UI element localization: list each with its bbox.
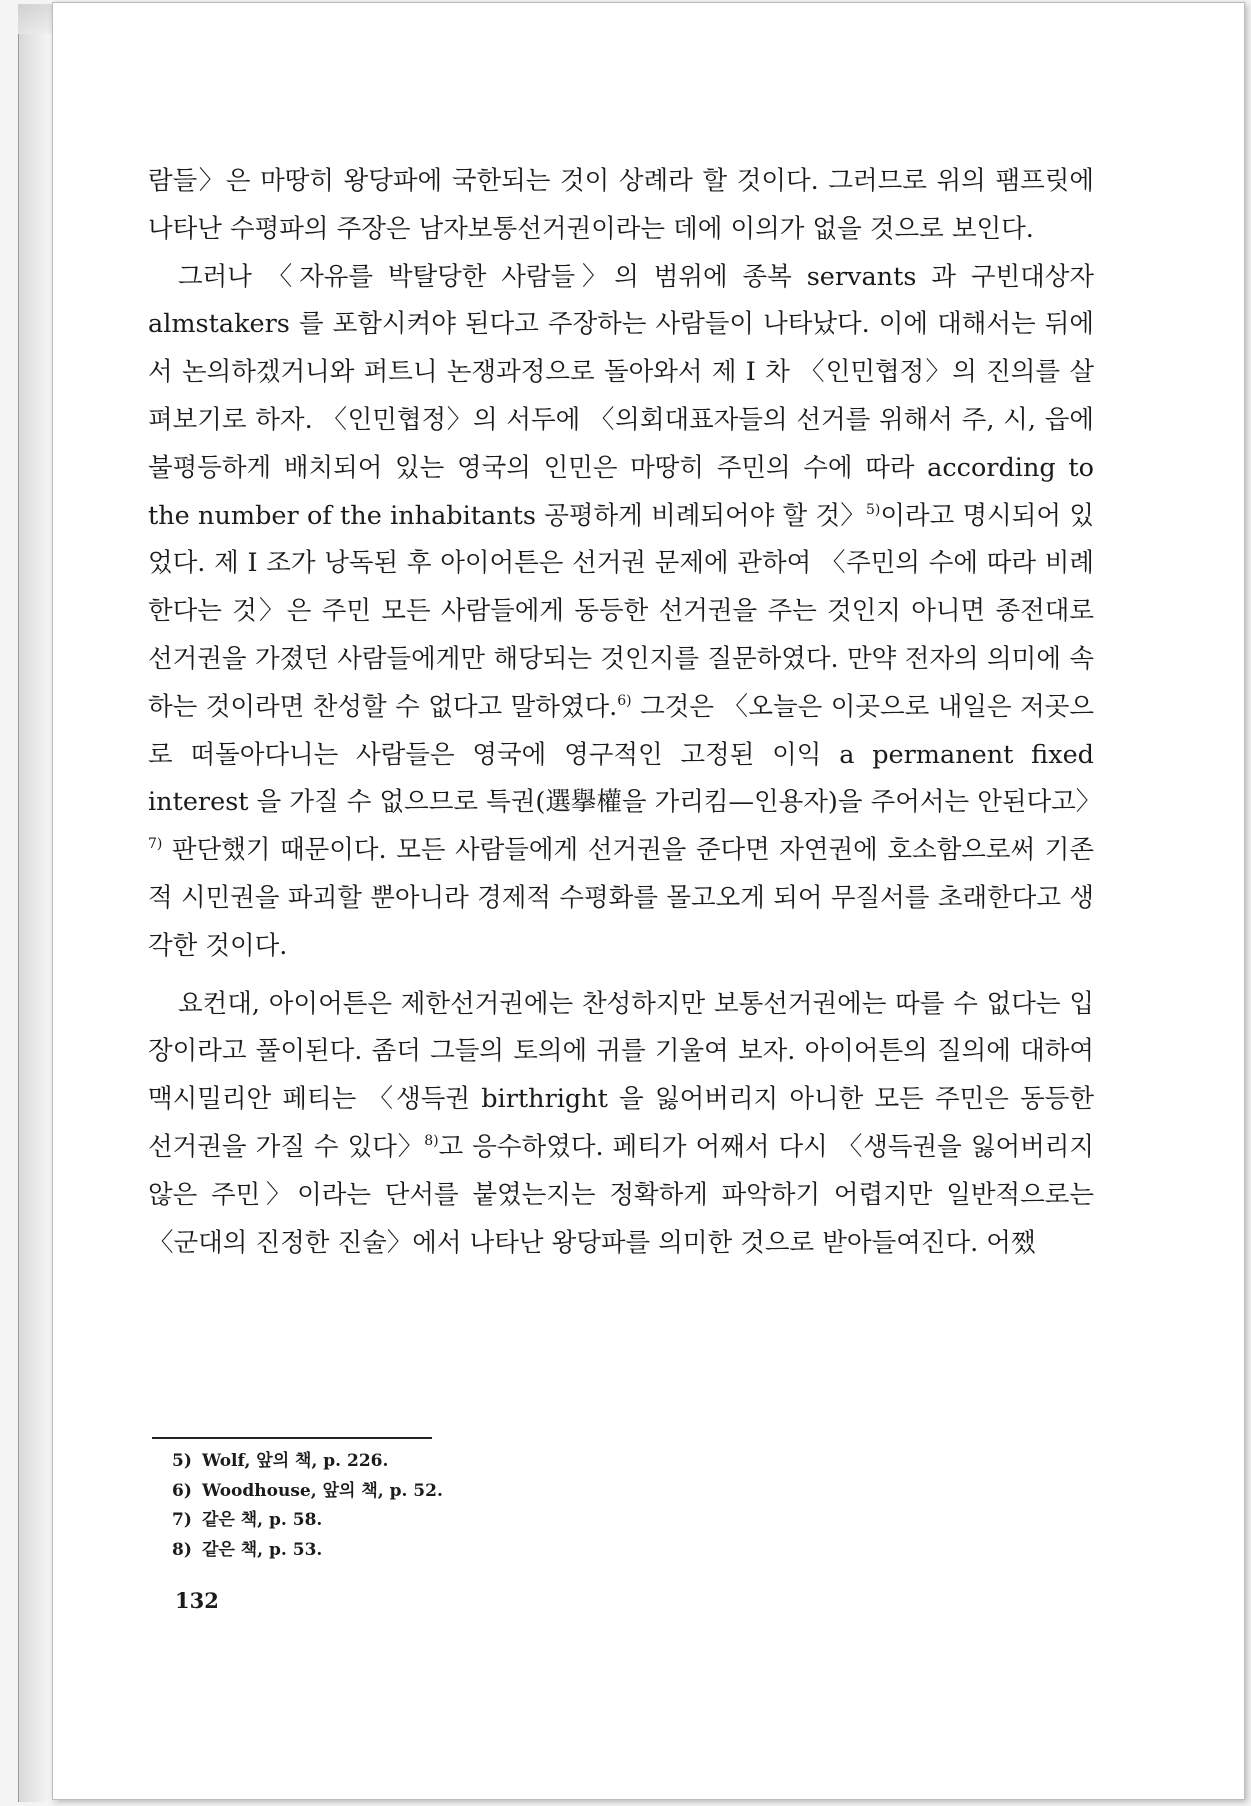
footnote-text: 같은 책, p. 53. (202, 1539, 323, 1560)
footnote-item (172, 1536, 772, 1566)
paragraph-text: 이라고 명시되어 있었다. 제 I 조가 낭독된 후 아이어튼은 선거권 문제에 관하여 〈주민의 수에 따라 비례한다는 것〉은 주민 모든 사람들에게 동등한 선거권을 주는 것인지 아니면 종전대로 선거권을 가졌던 사람들에게만 해당되는 것인지를 질문하였다. 만약 전자의 의미에 속하는 것이라면 찬성할 수 없다고 말하였다. (148, 500, 1094, 722)
footnote-number: 6) (172, 1480, 192, 1501)
paragraph-text: 그러나 〈자유를 박탈당한 사람들〉의 범위에 종복 servants 과 구빈대상자 almstakers 를 포함시켜야 된다고 주장하는 사람들이 나타났다. 이에 대해서는 뒤에서 논의하겠거니와 퍼트니 논쟁과정으로 돌아와서 제 I 차 〈인민협정〉의 진의를 살펴보기로 하자. 〈인민협정〉의 서두에 〈의회대표자들의 선거를 위해서 주, 시, 읍에 불평등하게 배치되어 있는 영국의 인민은 마땅히 주민의 수에 따라 according to the number of the inhabitants 공평하게 비례되어야 할 것〉 (148, 261, 1094, 531)
footnote-reference: 8) (424, 1132, 439, 1149)
paragraph (148, 254, 1102, 971)
footnote-reference: 6) (617, 692, 632, 709)
footnote-number: 5) (172, 1451, 192, 1471)
footnote-reference: 5) (865, 501, 881, 518)
paragraph-text: 그것은 〈오늘은 이곳으로 내일은 저곳으로 떠돌아다니는 사람들은 영국에 영구적인 고정된 이익 a permanent fixed interest 을 가질 수 없으므로 특권(選擧權을 가리킴—인용자)을 주어서는 안된다고〉 (148, 691, 1102, 818)
footnotes (172, 1447, 772, 1565)
body-text (148, 158, 1102, 1267)
paragraph-text: 요컨대, 아이어튼은 제한선거권에는 찬성하지만 보통선거권에는 따를 수 없다는 입장이라고 풀이된다. 좀더 그들의 토의에 귀를 기울여 보자. 아이어튼의 질의에 대하여 맥시밀리안 페티는 〈생득권 birthright 을 잃어버리지 아니한 모든 주민은 동등한 선거권을 가질 수 있다〉 (148, 988, 1094, 1162)
footnote-number: 7) (172, 1510, 192, 1530)
paragraph-text: 람들〉은 마땅히 왕당파에 국한되는 것이 상례라 할 것이다. 그러므로 위의 팸프릿에 나타난 수평파의 주장은 남자보통선거권이라는 데에 이의가 없을 것으로 보인다. (148, 166, 1094, 244)
paragraph (148, 981, 1094, 1268)
footnote-item (172, 1477, 772, 1507)
paragraph-text: 고 응수하였다. 페티가 어째서 다시 〈생득권을 잃어버리지 않은 주민〉이라는 단서를 붙였는지는 정확하게 파악하기 어렵지만 일반적으로는 〈군대의 진정한 진술〉에서 나타난 왕당파를 의미한 것으로 받아들여진다. 어쨌 (148, 1131, 1094, 1258)
footnote-item (172, 1447, 772, 1477)
footnote-text: 같은 책, p. 58. (202, 1510, 323, 1530)
footnote-text: Wolf, 앞의 책, p. 226. (202, 1451, 389, 1471)
page-number: 132 (175, 1588, 219, 1613)
footnote-reference: 7) (148, 836, 163, 853)
footnote-item (172, 1506, 772, 1536)
paragraph (148, 158, 1094, 254)
paragraph-text: 판단했기 때문이다. 모든 사람들에게 선거권을 준다면 자연권에 호소함으로써 기존적 시민권을 파괴할 뿐아니라 경제적 수평화를 몰고오게 되어 무질서를 초래한다고 생각한 것이다. (148, 835, 1094, 961)
footnote-text: Woodhouse, 앞의 책, p. 52. (202, 1480, 443, 1501)
footnote-number: 8) (172, 1539, 192, 1560)
footnote-divider (152, 1437, 432, 1439)
